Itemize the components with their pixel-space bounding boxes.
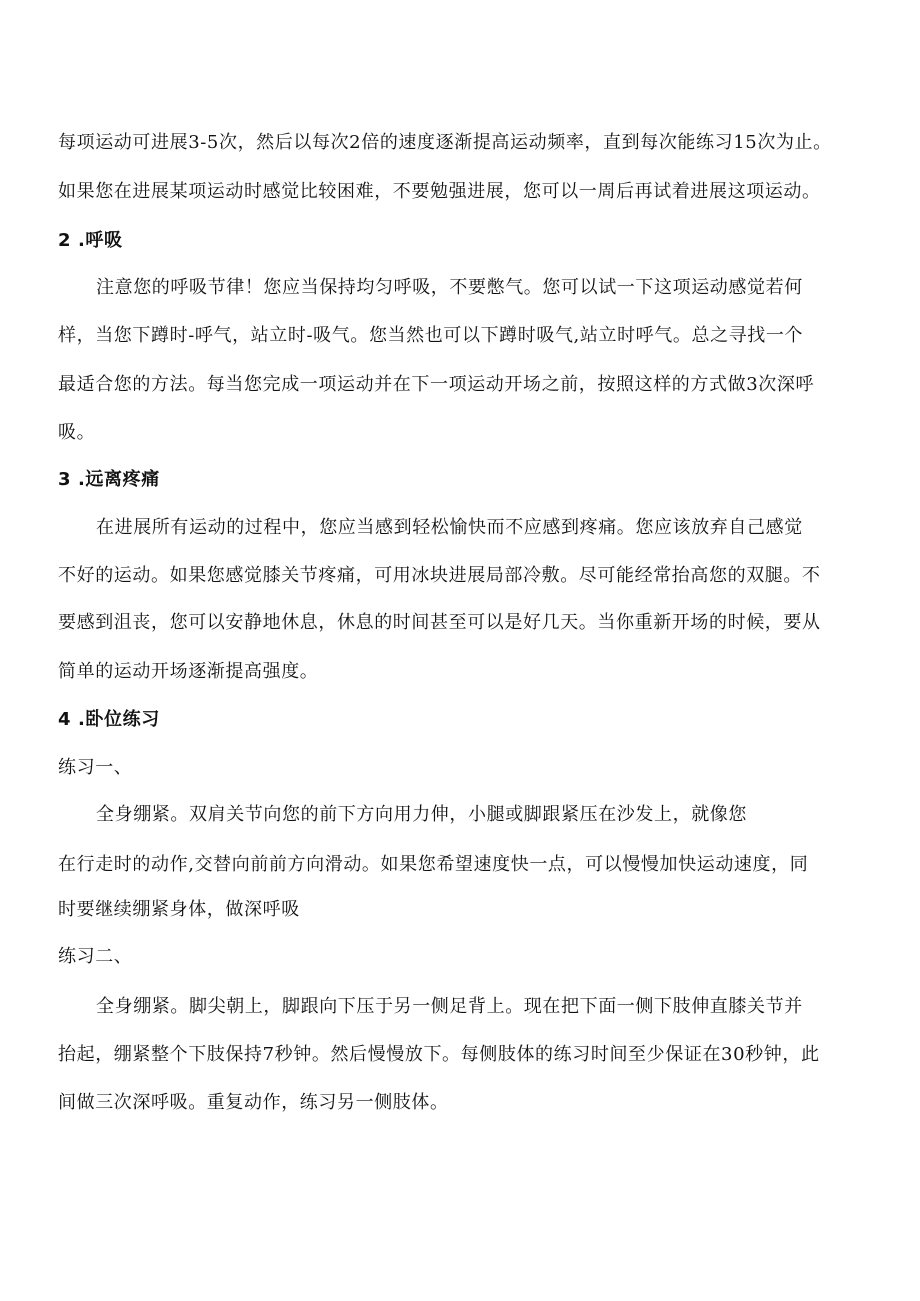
- pain-line-2: 不好的运动。如果您感觉膝关节疼痛，可用冰块进展局部冷敷。尽可能经常抬高您的双腿。不: [58, 565, 821, 586]
- exercise1-label: 练习一、: [58, 757, 133, 778]
- exercise1-line-1: 全身绷紧。双肩关节向您的前下方向用力伸，小腿或脚跟紧压在沙发上，就像您: [96, 804, 747, 825]
- exercise2-line-2: 抬起，绷紧整个下肢保持7秒钟。然后慢慢放下。每侧肢体的练习时间至少保证在30秒钟，此: [58, 1044, 820, 1065]
- pain-line-3: 要感到沮丧，您可以安静地休息，休息的时间甚至可以是好几天。当你重新开场的时候，要从: [58, 612, 821, 633]
- heading-pain: 3 .远离疼痛: [58, 469, 160, 490]
- heading-breathing: 2 .呼吸: [58, 230, 123, 251]
- pain-line-4: 简单的运动开场逐渐提高强度。: [58, 661, 319, 682]
- exercise2-line-1: 全身绷紧。脚尖朝上，脚跟向下压于另一侧足背上。现在把下面一侧下肢伸直膝关节并: [96, 996, 803, 1017]
- breathing-line-4: 吸。: [58, 422, 96, 443]
- exercise1-line-3: 时要继续绷紧身体，做深呼吸: [58, 899, 300, 920]
- heading-lying: 4 .卧位练习: [58, 709, 160, 730]
- pain-line-1: 在进展所有运动的过程中，您应当感到轻松愉快而不应感到疼痛。您应该放弃自己感觉: [96, 517, 803, 538]
- breathing-line-2: 样，当您下蹲时-呼气，站立时-吸气。您当然也可以下蹲时吸气,站立时呼气。总之寻找一个: [58, 325, 804, 346]
- intro-line-1: 每项运动可进展3-5次，然后以每次2倍的速度逐渐提高运动频率，直到每次能练习15次为止。: [58, 132, 832, 153]
- exercise1-line-2: 在行走时的动作,交替向前前方向滑动。如果您希望速度快一点，可以慢慢加快运动速度，同: [58, 854, 809, 875]
- exercise2-line-3: 间做三次深呼吸。重复动作，练习另一侧肢体。: [58, 1092, 449, 1113]
- breathing-line-3: 最适合您的方法。每当您完成一项运动并在下一项运动开场之前，按照这样的方式做3次深呼: [58, 374, 815, 395]
- breathing-line-1: 注意您的呼吸节律！您应当保持均匀呼吸，不要憋气。您可以试一下这项运动感觉若何: [96, 277, 803, 298]
- intro-line-2: 如果您在进展某项运动时感觉比较困难，不要勉强进展，您可以一周后再试着进展这项运动。: [58, 181, 821, 202]
- exercise2-label: 练习二、: [58, 946, 133, 967]
